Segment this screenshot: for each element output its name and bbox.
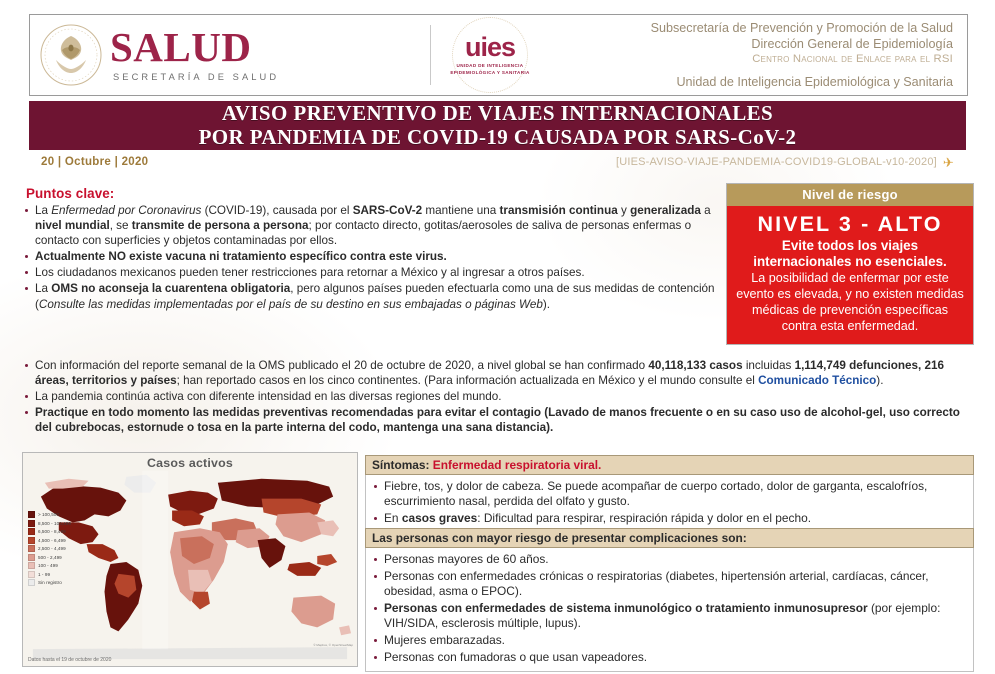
legend-label: 8,500 - 100,499: [38, 520, 71, 526]
banner-title-line2: POR PANDEMIA DE COVID-19 CAUSADA POR SARS-CoV-2: [198, 124, 797, 149]
inline-text: generalizada: [630, 204, 701, 217]
uies-caption: UNIDAD DE INTELIGENCIA EPIDEMIOLÓGICA Y SANITARIA: [450, 63, 530, 75]
map-data-note: Datos hasta el 19 de octubre de 2020: [28, 657, 112, 663]
inline-text: Enfermedad por Coronavirus: [51, 204, 202, 217]
key-points-wide-list: [22, 358, 974, 436]
inline-text: Personas con enfermedades de sistema inmunológico o tratamiento inmunosupresor: [384, 601, 868, 615]
risk-groups-panel: [365, 528, 974, 672]
inline-text: nivel mundial: [35, 219, 110, 233]
inline-text: ).: [542, 297, 550, 311]
header-logo-area: [30, 15, 430, 95]
legend-row: [28, 562, 71, 569]
symptoms-header-label: Síntomas:: [372, 458, 430, 472]
inline-text: , pero algunos países pueden efectuarla como una de sus medidas de contención (: [35, 282, 715, 311]
inline-text: Los ciudadanos mexicanos pueden tener restricciones para retornar a México y al ingresar a otros países.: [35, 266, 585, 280]
inline-text: : Dificultad para respirar, respiración rápida y dolor en el pecho.: [477, 511, 812, 525]
header-line-unidad: Unidad de Inteligencia Epidemiológica y Sanitaria: [676, 75, 953, 90]
bullet-who-report: [22, 358, 974, 388]
risk-advice-line1: Evite todos los viajes: [781, 238, 919, 254]
bullet-severe: [370, 511, 967, 526]
header-line-subsecretaria: Subsecretaría de Prevención y Promoción de la Salud: [650, 20, 953, 35]
salud-subtitle: SECRETARÍA DE SALUD: [113, 71, 280, 82]
legend-label: 6,500 - 8,499: [38, 529, 66, 534]
airplane-icon: ✈: [942, 154, 954, 170]
inline-text: mantiene una: [422, 204, 500, 217]
salud-word: SALUD: [110, 24, 252, 71]
legend-swatch: [28, 537, 35, 544]
mexico-coat-of-arms-icon: [40, 24, 102, 86]
key-points-wide-bullets: [22, 358, 974, 435]
legend-row: [28, 571, 71, 578]
legend-swatch: [28, 545, 35, 552]
inline-text: Personas mayores de 60 años.: [384, 552, 549, 566]
inline-text: (COVID-19), causada por el: [201, 204, 353, 217]
legend-row: [28, 537, 71, 544]
legend-label: 4,500 - 6,499: [38, 537, 66, 543]
inline-text: incluidas: [742, 359, 795, 372]
inline-text: , se: [109, 219, 132, 233]
legend-swatch: [28, 571, 35, 578]
legend-swatch: [28, 511, 35, 518]
risk-groups-body: [365, 548, 974, 672]
legend-label: > 100,500: [38, 512, 60, 517]
active-cases-map-panel: [22, 452, 358, 667]
legend-label: Sin registro: [38, 580, 62, 585]
legend-row: [28, 554, 71, 561]
inline-text: Actualmente NO existe vacuna ni tratamiento específico contra este virus.: [35, 250, 447, 264]
bullet-chronic: [370, 569, 967, 599]
document-header: [29, 14, 968, 96]
key-points-title: Puntos clave:: [26, 186, 115, 201]
symptoms-body: [365, 475, 974, 532]
inline-text: SARS-CoV-2: [352, 204, 423, 217]
title-banner: [29, 101, 966, 150]
legend-swatch: [28, 579, 35, 586]
symptoms-panel: [365, 455, 974, 532]
legend-row: [28, 545, 71, 552]
document-code-area: [616, 156, 954, 169]
document-code: [UIES-AVISO-VIAJE-PANDEMIA-COVID19-GLOBAL-v10-2020]: [615, 156, 937, 168]
inline-text: La: [35, 282, 52, 296]
risk-advice-line2: internacionales no esenciales.: [753, 254, 947, 270]
bullet-restrictions: [22, 265, 722, 280]
bullet-common: [370, 479, 967, 509]
inline-text: Con información del reporte semanal de la OMS publicado el 20 de octubre de 2020, a nivel global se han confirmado: [35, 359, 649, 372]
risk-level-value: NIVEL 3 - ALTO: [757, 212, 943, 236]
inline-text: y: [617, 204, 631, 217]
inline-text: Personas con fumadoras o que usan vapeadores.: [384, 650, 648, 664]
legend-swatch: [28, 554, 35, 561]
legend-row: [28, 579, 71, 586]
key-points-bullets: [22, 203, 722, 312]
symptoms-header-value: Enfermedad respiratoria viral.: [432, 458, 602, 472]
bullet-transmission: [22, 203, 722, 248]
inline-text: 40,118,133 casos: [648, 359, 743, 372]
inline-text: (por ejemplo: VIH/SIDA, esclerosis múltiple, lupus).: [384, 601, 941, 630]
inline-text: La pandemia continúa activa con diferente intensidad en las diversas regiones del mundo.: [35, 390, 502, 404]
risk-groups-list: [370, 552, 967, 665]
legend-row: [28, 528, 71, 535]
legend-swatch: [28, 562, 35, 569]
risk-level-body: [727, 206, 973, 344]
map-title: Casos activos: [147, 456, 233, 470]
inline-text: Consulte las medidas implementadas por el país de su destino en sus embajadas o páginas Web: [38, 297, 543, 311]
banner-subbar: [29, 151, 966, 173]
risk-level-box: [726, 183, 974, 345]
symptoms-list: [370, 479, 967, 526]
risk-groups-header: Las personas con mayor riesgo de presentar complicaciones son:: [365, 528, 974, 548]
header-org-lines: [549, 15, 967, 95]
inline-text: ; han reportado casos en los cinco continentes. (Para información actualizada en México y el mundo consulte el: [176, 374, 759, 388]
inline-text: Mujeres embarazadas.: [384, 633, 505, 647]
legend-row: [28, 520, 71, 527]
uies-logo: [431, 15, 549, 95]
uies-mark: uies: [464, 32, 516, 63]
legend-label: 1 - 99: [38, 571, 51, 577]
bullet-elderly: [370, 552, 967, 567]
inline-text: a: [700, 204, 711, 217]
inline-text: Personas con enfermedades crónicas o respiratorias (diabetes, hipertensión arterial, cardíacas, cáncer, obesidad, asma o EPOC).: [384, 569, 929, 598]
publication-date: 20 | Octubre | 2020: [41, 156, 149, 168]
key-points-list: [22, 203, 722, 313]
inline-text: Fiebre, tos, y dolor de cabeza. Se puede acompañar de cuerpo cortado, dolor de garganta, escalofríos, escurrimiento nasal, perdida del olfato y gusto.: [384, 479, 928, 508]
bullet-no-vaccine: [22, 249, 722, 264]
legend-label: 2,500 - 4,499: [38, 546, 66, 551]
legend-label: 100 - 499: [38, 563, 58, 568]
legend-label: 500 - 2,499: [38, 554, 62, 560]
symptoms-header: [365, 455, 974, 475]
legend-row: [28, 511, 71, 518]
legend-swatch: [28, 520, 35, 527]
inline-text: transmite de persona a persona: [131, 219, 309, 233]
inline-text: casos graves: [401, 511, 478, 525]
bullet-quarantine: [22, 281, 722, 311]
inline-text: En: [384, 511, 402, 525]
world-choropleth-map: [23, 453, 357, 666]
header-line-direccion: Dirección General de Epidemiología: [751, 36, 953, 51]
bullet-preventive-measures: [22, 405, 974, 435]
inline-text: 1,114,749 defunciones, 216 áreas, territorios y países: [35, 359, 944, 388]
map-legend: [28, 511, 71, 588]
bullet-pandemic-active: [22, 389, 974, 404]
inline-text: ).: [876, 374, 884, 388]
bullet-pregnant: [370, 633, 967, 648]
header-line-centro: Centro Nacional de Enlace para el RSI: [752, 53, 953, 66]
bullet-smokers: [370, 650, 967, 665]
inline-text: La: [35, 204, 52, 217]
risk-description: La posibilidad de enfermar por este evento es elevada, y no existen medidas médicas de prevención específicas contra esta enfermedad.: [736, 271, 964, 333]
inline-text: ; por contacto directo, gotitas/aerosoles de saliva de personas enfermas o contacto con superficies y objetos contaminadas por ellos.: [35, 219, 692, 248]
inline-text: transmisión continua: [499, 204, 618, 217]
inline-link[interactable]: Comunicado Técnico: [758, 374, 877, 388]
bullet-immune: [370, 601, 967, 631]
inline-text: Practique en todo momento las medidas preventivas recomendadas para evitar el contagio (Lavado de manos frecuente o en su caso uso de alcohol-gel, uso correcto del cubrebocas, estornude o tosa en la parte interna del codo, mantenga una sana distancia).: [35, 406, 960, 435]
inline-text: OMS no aconseja la cuarentena obligatoria: [51, 282, 291, 296]
salud-wordmark: [110, 24, 280, 82]
legend-swatch: [28, 528, 35, 535]
risk-level-header: Nivel de riesgo: [727, 184, 973, 206]
map-credit: © Mapbox, © OpenStreetMap: [313, 643, 353, 648]
banner-title-line1: AVISO PREVENTIVO DE VIAJES INTERNACIONALES: [221, 100, 774, 125]
